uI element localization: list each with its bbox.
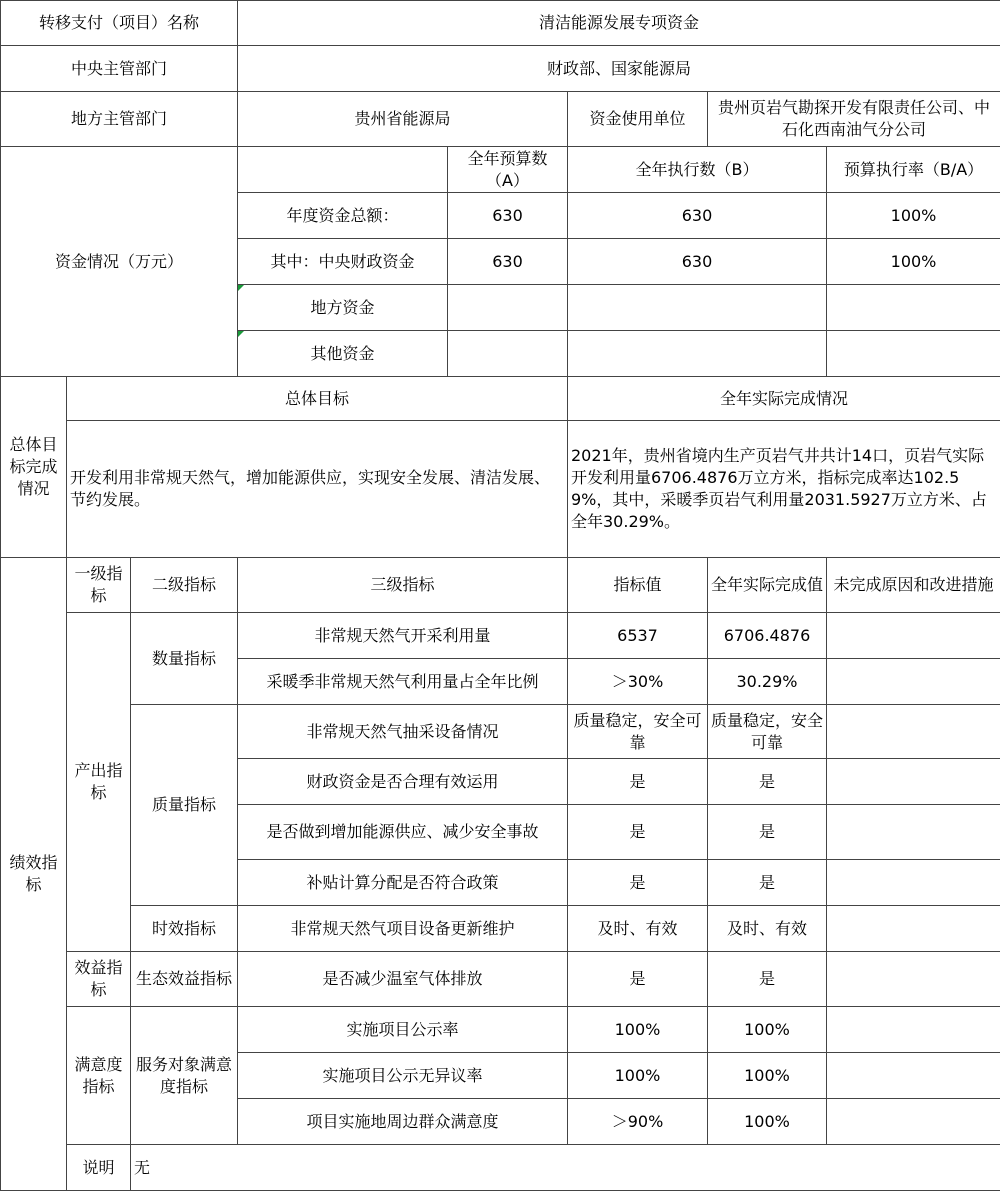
perf-row — [1, 952, 1000, 1007]
funds-row-budget: 630 — [448, 193, 568, 239]
funds-row-budget: 630 — [448, 239, 568, 285]
perf-row-name: 非常规天然气项目设备更新维护 — [238, 906, 568, 952]
funds-row-exec: 630 — [568, 193, 827, 239]
perf-reason-header: 未完成原因和改进措施 — [827, 558, 1000, 613]
perf-row-actual: 100% — [708, 1053, 827, 1099]
note-row — [1, 1145, 1000, 1191]
perf-row-actual: 是 — [708, 759, 827, 805]
project-name-label: 转移支付（项目）名称 — [1, 1, 238, 46]
perf-row-value: 是 — [568, 952, 708, 1007]
funds-row-budget — [448, 285, 568, 331]
funds-row-exec — [568, 331, 827, 377]
perf-row — [1, 613, 1000, 659]
quantity-indicator-label: 数量指标 — [131, 613, 238, 705]
perf-row-actual: 100% — [708, 1007, 827, 1053]
goals-target-text: 开发利用非常规天然气，增加能源供应，实现安全发展、清洁发展、节约发展。 — [67, 421, 568, 558]
perf-row-name: 实施项目公示无异议率 — [238, 1053, 568, 1099]
local-dept-value: 贵州省能源局 — [238, 92, 568, 147]
funds-row-label: 地方资金 — [238, 285, 448, 331]
perf-row-actual: 30.29% — [708, 659, 827, 705]
funds-row-exec: 630 — [568, 239, 827, 285]
perf-row-value: ＞30% — [568, 659, 708, 705]
perf-row-name: 补贴计算分配是否符合政策 — [238, 860, 568, 906]
perf-row-actual: 是 — [708, 952, 827, 1007]
perf-row-actual: 是 — [708, 805, 827, 860]
goals-target-header: 总体目标 — [67, 377, 568, 421]
output-indicator-label: 产出指标 — [67, 613, 131, 952]
central-dept-value: 财政部、国家能源局 — [238, 46, 1000, 92]
timeliness-indicator-label: 时效指标 — [131, 906, 238, 952]
goals-header-row — [1, 377, 1000, 421]
perf-row-reason — [827, 860, 1000, 906]
perf-row-name: 采暖季非常规天然气利用量占全年比例 — [238, 659, 568, 705]
note-value: 无 — [131, 1145, 1000, 1191]
perf-row-name: 非常规天然气开采利用量 — [238, 613, 568, 659]
perf-row-reason — [827, 906, 1000, 952]
eco-indicator-label: 生态效益指标 — [131, 952, 238, 1007]
quality-indicator-label: 质量指标 — [131, 705, 238, 906]
funds-rate-header: 预算执行率（B/A） — [827, 147, 1000, 193]
perf-row-value: 是 — [568, 860, 708, 906]
perf-row-reason — [827, 1053, 1000, 1099]
local-dept-label: 地方主管部门 — [1, 92, 238, 147]
funds-row-rate — [827, 331, 1000, 377]
perf-row-value: 及时、有效 — [568, 906, 708, 952]
local-dept-row — [1, 92, 1000, 147]
perf-level3-header: 三级指标 — [238, 558, 568, 613]
perf-row-value: 是 — [568, 805, 708, 860]
perf-row-name: 非常规天然气抽采设备情况 — [238, 705, 568, 759]
perf-row-name: 项目实施地周边群众满意度 — [238, 1099, 568, 1145]
funds-label: 资金情况（万元） — [1, 147, 238, 377]
funds-row-rate — [827, 285, 1000, 331]
perf-level2-header: 二级指标 — [131, 558, 238, 613]
funds-header-row — [1, 147, 1000, 193]
fund-user-value: 贵州页岩气勘探开发有限责任公司、中石化西南油气分公司 — [708, 92, 1000, 147]
funds-row-label: 其中：中央财政资金 — [238, 239, 448, 285]
benefit-indicator-label: 效益指标 — [67, 952, 131, 1007]
perf-row-actual: 及时、有效 — [708, 906, 827, 952]
funds-row-label: 其他资金 — [238, 331, 448, 377]
perf-row-value: 质量稳定，安全可靠 — [568, 705, 708, 759]
perf-row-reason — [827, 659, 1000, 705]
perf-row-name: 实施项目公示率 — [238, 1007, 568, 1053]
perf-label: 绩效指标 — [1, 558, 67, 1191]
perf-row-actual: 是 — [708, 860, 827, 906]
goals-actual-header: 全年实际完成情况 — [568, 377, 1000, 421]
perf-row-actual: 100% — [708, 1099, 827, 1145]
project-name-row — [1, 1, 1000, 46]
funds-row-rate: 100% — [827, 239, 1000, 285]
perf-row-value: ＞90% — [568, 1099, 708, 1145]
perf-row-name: 财政资金是否合理有效运用 — [238, 759, 568, 805]
service-indicator-label: 服务对象满意度指标 — [131, 1007, 238, 1145]
satisfaction-indicator-label: 满意度指标 — [67, 1007, 131, 1145]
perf-row-actual: 6706.4876 — [708, 613, 827, 659]
funds-row-label: 年度资金总额： — [238, 193, 448, 239]
funds-row-exec — [568, 285, 827, 331]
central-dept-row — [1, 46, 1000, 92]
perf-actual-header: 全年实际完成值 — [708, 558, 827, 613]
goals-label: 总体目标完成情况 — [1, 377, 67, 558]
perf-row-reason — [827, 1099, 1000, 1145]
perf-row-value: 100% — [568, 1053, 708, 1099]
perf-row-reason — [827, 1007, 1000, 1053]
perf-row — [1, 1007, 1000, 1053]
perf-row-name: 是否减少温室气体排放 — [238, 952, 568, 1007]
perf-row-value: 6537 — [568, 613, 708, 659]
perf-row-name: 是否做到增加能源供应、减少安全事故 — [238, 805, 568, 860]
perf-row-reason — [827, 705, 1000, 759]
project-name-value: 清洁能源发展专项资金 — [238, 1, 1000, 46]
fund-user-label: 资金使用单位 — [568, 92, 708, 147]
perf-row-value: 100% — [568, 1007, 708, 1053]
perf-row-reason — [827, 613, 1000, 659]
funds-budget-header: 全年预算数（A） — [448, 147, 568, 193]
funds-row-rate: 100% — [827, 193, 1000, 239]
central-dept-label: 中央主管部门 — [1, 46, 238, 92]
goals-actual-text: 2021年，贵州省境内生产页岩气井共计14口，页岩气实际开发利用量6706.4876万立方米，指标完成率达102.59%，其中，采暖季页岩气利用量2031.5927万立方米、占全年30.29%。 — [568, 421, 1000, 558]
perf-row-reason — [827, 805, 1000, 860]
perf-value-header: 指标值 — [568, 558, 708, 613]
funds-exec-header: 全年执行数（B） — [568, 147, 827, 193]
funds-row-budget — [448, 331, 568, 377]
perf-row — [1, 906, 1000, 952]
perf-row — [1, 705, 1000, 759]
perf-header-row — [1, 558, 1000, 613]
note-label: 说明 — [67, 1145, 131, 1191]
funds-header-blank — [238, 147, 448, 193]
goals-content-row — [1, 421, 1000, 558]
perf-row-value: 是 — [568, 759, 708, 805]
perf-row-reason — [827, 952, 1000, 1007]
perf-row-reason — [827, 759, 1000, 805]
perf-row-actual: 质量稳定，安全可靠 — [708, 705, 827, 759]
perf-level1-header: 一级指标 — [67, 558, 131, 613]
